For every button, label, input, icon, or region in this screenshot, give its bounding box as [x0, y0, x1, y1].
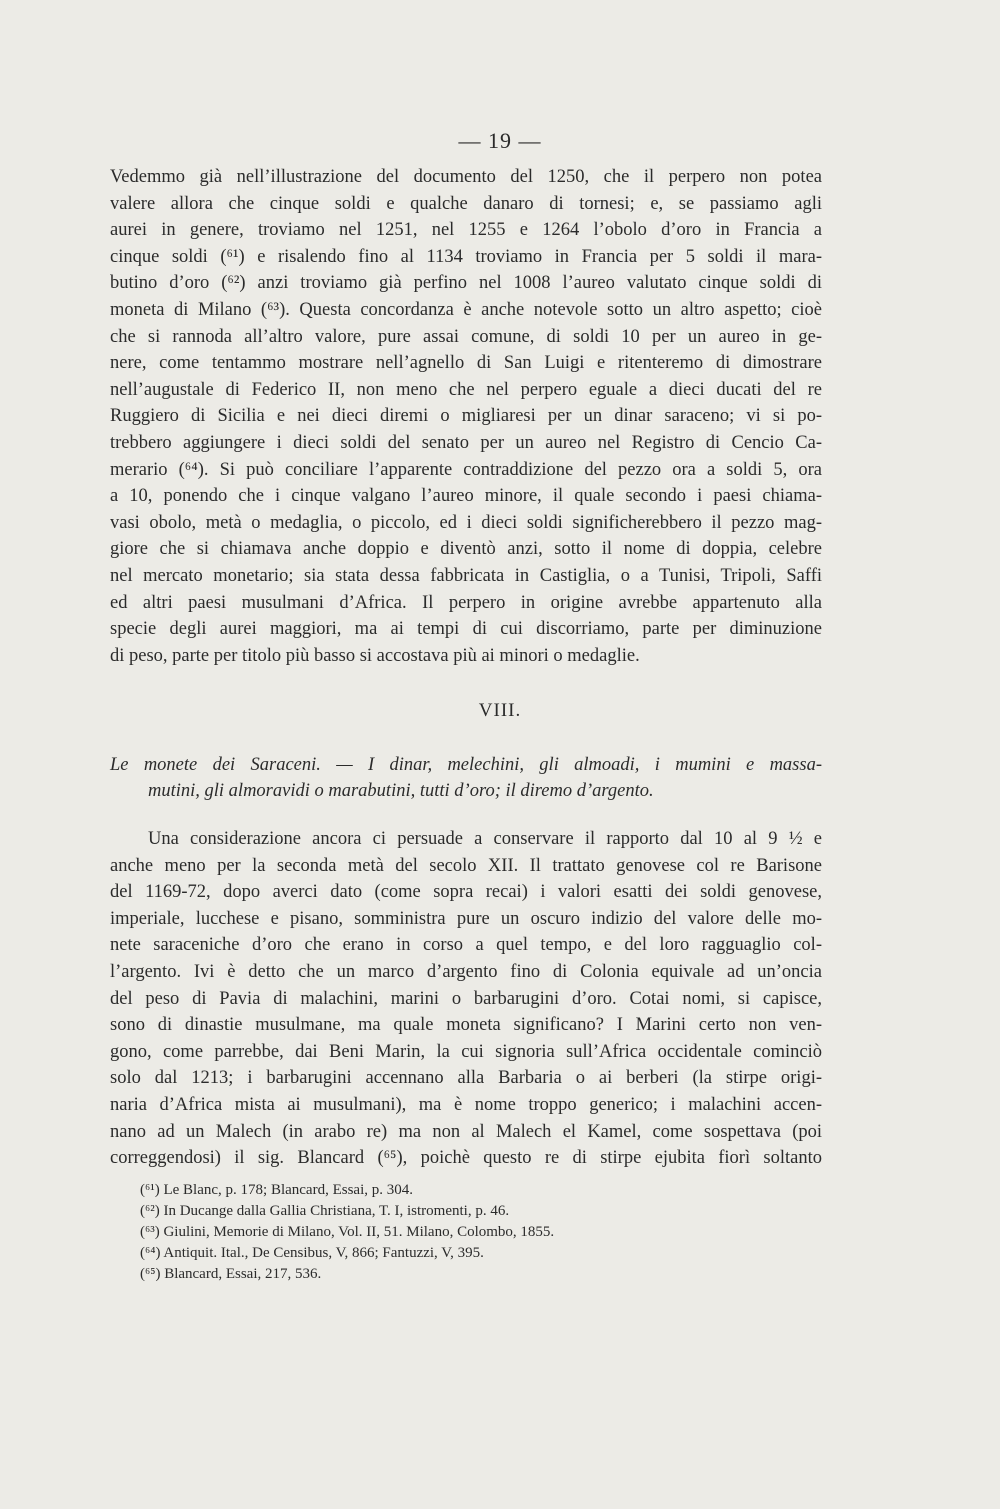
section-title [110, 752, 822, 804]
text-line: ed altri paesi musulmani d’Africa. Il perpero in origine avrebbe appartenuto alla [110, 592, 822, 613]
text-line: valere allora che cinque soldi e qualche danaro di tornesi; e, se passiamo agli [110, 193, 822, 214]
footnote: (⁶²) In Ducange dalla Gallia Christiana, T. I, istromenti, p. 46. [140, 1203, 510, 1219]
text-line: aurei in genere, troviamo nel 1251, nel 1255 e 1264 l’obolo d’oro in Francia a [110, 220, 822, 241]
paragraph-2 [110, 826, 822, 1172]
text-line: di peso, parte per titolo più basso si accostava più ai minori o medaglie. [110, 645, 640, 666]
text-line: vasi obolo, metà o medaglia, o piccolo, ed i dieci soldi significherebbero il pezzo mag- [110, 512, 822, 533]
footnote: (⁶¹) Le Blanc, p. 178; Blancard, Essai, p. 304. [140, 1182, 413, 1198]
text-line: del peso di Pavia di malachini, marini o barbarugini d’oro. Cotai nomi, si capisce, [110, 988, 822, 1009]
text-line: del 1169-72, dopo averci dato (come sopra recai) i valori esatti dei soldi genovese, [110, 882, 822, 903]
text-line: nel mercato monetario; sia stata dessa fabbricata in Castiglia, o a Tunisi, Tripoli, Saffi [110, 565, 822, 586]
page-number: — 19 — [458, 128, 542, 153]
text-line: sono di dinastie musulmane, ma quale moneta significano? I Marini certo non ven- [110, 1015, 822, 1036]
text-line: nell’augustale di Federico II, non meno che nel perpero eguale a dieci ducati del re [110, 379, 822, 400]
text-line: butino d’oro (⁶²) anzi troviamo già perfino nel 1008 l’aureo valutato cinque soldi di [110, 273, 822, 294]
footnote: (⁶⁴) Antiquit. Ital., De Censibus, V, 866; Fantuzzi, V, 395. [140, 1245, 484, 1261]
text-line: trebbero aggiungere i dieci soldi del senato per un aureo nel Registro di Cencio Ca- [110, 432, 822, 453]
text-line: nere, come tentammo mostrare nell’agnello di San Luigi e ritenteremo di dimostrare [110, 353, 822, 374]
text-line: gono, come parrebbe, dai Beni Marin, la cui signoria sull’Africa occidentale cominciò [110, 1041, 822, 1062]
text-line: giore che si chiamava anche doppio e diventò anzi, sotto il nome di doppia, celebre [110, 539, 822, 560]
text-line: correggendosi) il sig. Blancard (⁶⁵), poichè questo re di stirpe ejubita fiorì soltanto [110, 1148, 822, 1169]
text-line: Ruggiero di Sicilia e nei dieci diremi o migliaresi per un dinar saraceno; vi si po- [110, 406, 822, 427]
text-line: anche meno per la seconda metà del secolo XII. Il trattato genovese col re Barisone [110, 855, 822, 876]
text-line: nano ad un Malech (in arabo re) ma non al Malech el Kamel, come sospettava (poi [110, 1121, 822, 1142]
text-line: specie degli aurei maggiori, ma ai tempi di cui discorriamo, parte per diminuzione [110, 619, 822, 640]
footnote: (⁶³) Giulini, Memorie di Milano, Vol. II, 51. Milano, Colombo, 1855. [140, 1224, 555, 1240]
paragraph-1 [110, 164, 822, 669]
text-line: a 10, ponendo che i cinque valgano l’aureo minore, il quale secondo i paesi chiama- [110, 486, 822, 507]
text-line: imperiale, lucchese e pisano, somministra pure un oscuro indizio del valore delle mo- [110, 908, 822, 929]
text-line: Una considerazione ancora ci persuade a conservare il rapporto dal 10 al 9 ½ e [148, 829, 822, 849]
text-line: l’argento. Ivi è detto che un marco d’argento fino di Colonia equivale ad un’oncia [110, 961, 822, 982]
text-line: nete saraceniche d’oro che erano in corso a quel tempo, e del loro ragguaglio col- [110, 935, 822, 956]
text-line: Vedemmo già nell’illustrazione del documento del 1250, che il perpero non potea [110, 167, 822, 187]
section-title-line: mutini, gli almoravidi o marabutini, tutti d’oro; il diremo d’argento. [148, 781, 654, 801]
section-number: VIII. [478, 700, 522, 721]
text-line: che si rannoda all’altro valore, pure assai comune, di soldi 10 per un aureo in ge- [110, 326, 822, 347]
text-line: naria d’Africa mista ai musulmani), ma è nome troppo generico; i malachini accen- [110, 1094, 822, 1115]
footnotes [140, 1180, 840, 1285]
text-line: moneta di Milano (⁶³). Questa concordanza è anche notevole sotto un altro aspetto; cioè [110, 299, 822, 320]
text-line: solo dal 1213; i barbarugini accennano alla Barbaria o ai berberi (la stirpe origi- [110, 1068, 822, 1089]
text-line: merario (⁶⁴). Si può conciliare l’apparente contraddizione del pezzo ora a soldi 5, ora [110, 459, 822, 480]
section-title-line: Le monete dei Saraceni. — I dinar, melechini, gli almoadi, i mumini e massa- [110, 755, 822, 775]
footnote: (⁶⁵) Blancard, Essai, 217, 536. [140, 1266, 322, 1282]
text-line: cinque soldi (⁶¹) e risalendo fino al 1134 troviamo in Francia per 5 soldi il mara- [110, 246, 822, 267]
